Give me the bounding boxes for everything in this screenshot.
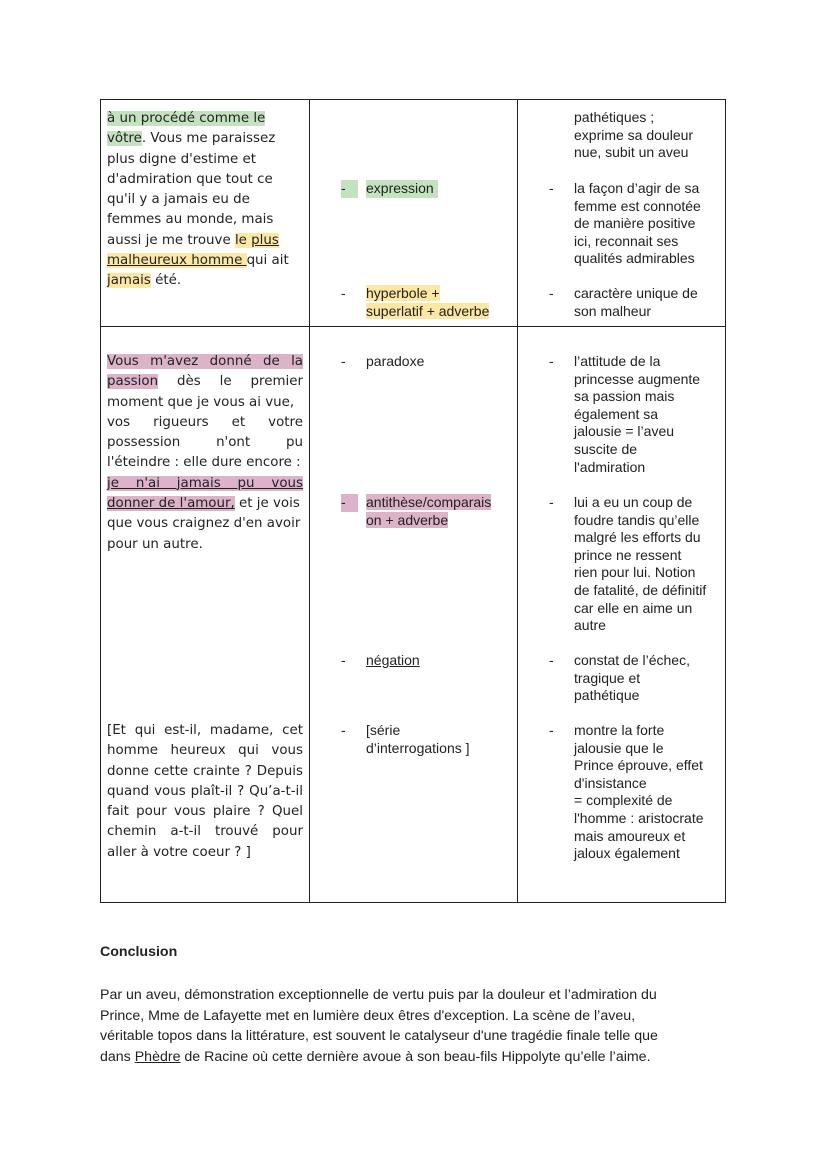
conclusion-heading: Conclusion: [100, 944, 178, 960]
conclusion-paragraph: Par un aveu, démonstration exceptionnelle de vertu puis par la douleur et l’admiration du Prince, Mme de Lafayette met en lumière deux êtres d'exception. La scène de l’aveu, véritable topos dans la littérature, est souvent le catalyseur d'une tragédie finale telle que dans Phèdre de Racine où cette dernière avoue à son beau-fils Hippolyte qu’elle l’aime.: [100, 987, 658, 1065]
analysis-table: à un procédé comme le vôtre. Vous me paraissez plus digne d'estime et d'admiration que tout ce qu'il y a jamais eu de femmes au monde, mais aussi je me trouve le plus malheureux homme qui ait jamais été. - expression - hyperbole + superlatif + adverbe pathétiques ; exprime sa douleur nue, subit un aveu - la façon d’agir de sa femme est connotée de manière positive ici, reconnait ses qualités admirables - caractère unique de son malheur Vous m'avez donné de la passion dès le premier moment que je vous ai vue, vos rigueurs et votre possession n'ont pu l'éteindre : elle dure encore : je n'ai jamais pu vous donner de l'amour, et je vois que vous craignez d'en avoir pour un autre. [Et qui est-il, madame, cet homme heureux qui vous donne cette crainte ? Depuis quand vous plaît-il ? Qu’a-t-il fait pour vous plaire ? Quel chemin a-t-il trouvé pour aller à votre coeur ? ] - paradoxe - antithèse/comparais on + adverbe - négation - [série d’interrogations ] - l’attitude de la princesse augmente sa passion mais également sa jalousie = l’aveu suscite de l'admiration - lui a eu un coup de foudre tandis qu’elle malgré les efforts du prince ne ressent rien pour lui. Notion de fatalité, de définitif car elle en aime un autre - constat de l’échec, tragique et pathétique - montre la forte jalousie que le Prince éprouve, effet d'insistance = complexité de l'homme : aristocrate mais amoureux et jaloux également: [100, 99, 726, 903]
column-divider-1: [309, 100, 310, 902]
row-divider: [101, 326, 725, 327]
row1-quote: à un procédé comme le vôtre. Vous me paraissez plus digne d'estime et d'admiration que tout ce qu'il y a jamais eu de femmes au monde, mais aussi je me trouve le plus malheureux homme qui ait jamais été.: [107, 111, 289, 289]
column-divider-2: [517, 100, 518, 902]
row2-quote-passion: Vous m'avez donné de la passion dès le premier moment que je vous ai vue, vos rigueurs et votre possession n'ont pu l'éteindre : elle dure encore : je n'ai jamais pu vous donner de l'amour, et je vois que vous craignez d'en avoir pour un autre.: [107, 354, 303, 552]
row2-quote-interrogations: [Et qui est-il, madame, cet homme heureux qui vous donne cette crainte ? Depuis quand vous plaît-il ? Qu’a-t-il fait pour vous plaire ? Quel chemin a-t-il trouvé pour aller à votre coeur ? ]: [107, 723, 303, 860]
phedre-title: Phèdre: [134, 1048, 181, 1065]
